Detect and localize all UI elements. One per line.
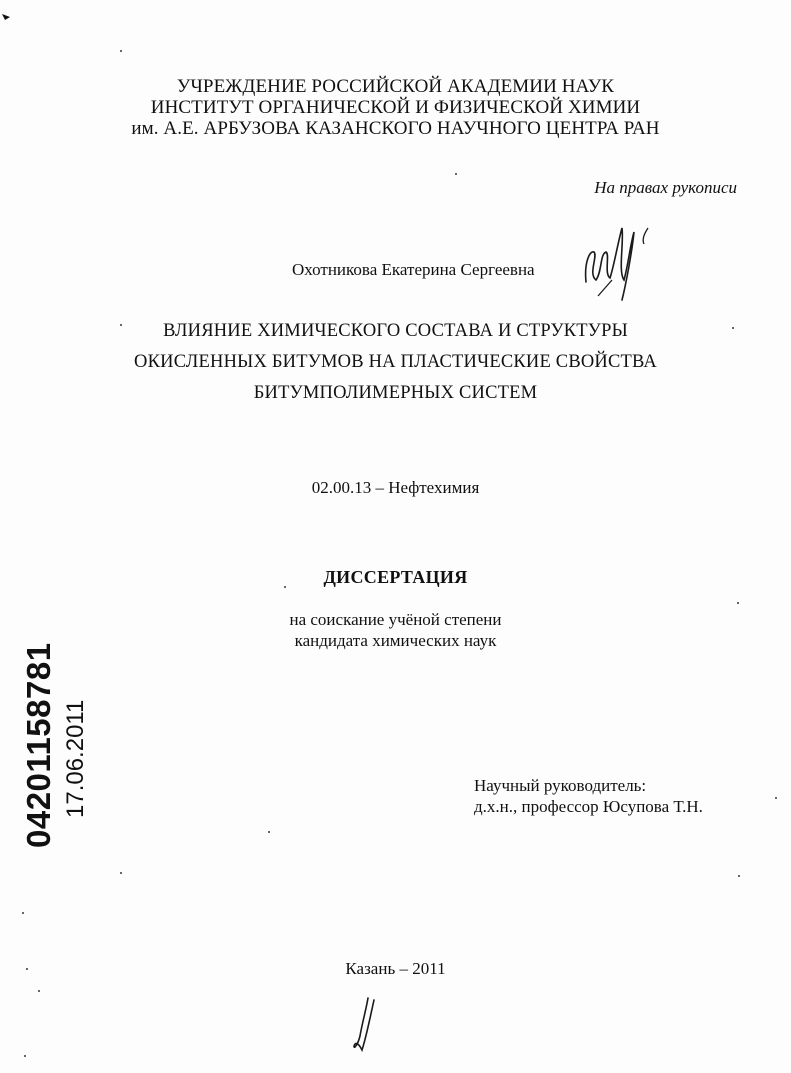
author-name: Охотникова Екатерина Сергеевна bbox=[292, 260, 535, 279]
scan-speck bbox=[737, 602, 739, 604]
scan-speck bbox=[24, 1055, 26, 1057]
scan-speck bbox=[732, 327, 734, 329]
scan-speck bbox=[120, 872, 122, 874]
stamp-date: 17.06.2011 bbox=[62, 699, 89, 818]
signature-image bbox=[578, 222, 658, 302]
scan-speck bbox=[120, 50, 122, 52]
degree-line-2: кандидата химических наук bbox=[294, 631, 497, 650]
archive-stamp bbox=[0, 630, 90, 860]
scan-speck bbox=[284, 586, 286, 588]
scan-speck bbox=[775, 797, 777, 799]
handwritten-mark bbox=[348, 996, 382, 1054]
institution-line-3: им. А.Е. АРБУЗОВА КАЗАНСКОГО НАУЧНОГО ЦЕНТРА РАН bbox=[131, 118, 660, 139]
supervisor-block bbox=[474, 775, 703, 817]
manuscript-note: На правах рукописи bbox=[594, 178, 737, 197]
institution-line-1: УЧРЕЖДЕНИЕ РОССИЙСКОЙ АКАДЕМИИ НАУК bbox=[176, 76, 615, 97]
supervisor-label: Научный руководитель: bbox=[474, 776, 647, 795]
supervisor-name: д.х.н., профессор Юсупова Т.Н. bbox=[474, 797, 703, 816]
scan-speck bbox=[268, 831, 270, 833]
scan-speck bbox=[38, 990, 40, 992]
title-line-2: ОКИСЛЕННЫХ БИТУМОВ НА ПЛАСТИЧЕСКИЕ СВОЙСТВА bbox=[134, 352, 657, 372]
scan-speck bbox=[120, 324, 122, 326]
degree-line-1: на соискание учёной степени bbox=[289, 610, 502, 629]
scan-speck bbox=[26, 968, 28, 970]
document-type: ДИССЕРТАЦИЯ bbox=[323, 567, 468, 587]
title-line-1: ВЛИЯНИЕ ХИМИЧЕСКОГО СОСТАВА И СТРУКТУРЫ bbox=[163, 321, 628, 341]
scan-speck bbox=[455, 173, 457, 175]
institution-line-2: ИНСТИТУТ ОРГАНИЧЕСКОЙ И ФИЗИЧЕСКОЙ ХИМИИ bbox=[150, 97, 641, 118]
title-line-3: БИТУМПОЛИМЕРНЫХ СИСТЕМ bbox=[253, 383, 538, 403]
stamp-number: 04201158781 bbox=[20, 642, 57, 848]
scan-speck bbox=[22, 912, 24, 914]
corner-mark bbox=[2, 14, 10, 20]
city-year: Казань – 2011 bbox=[345, 959, 446, 978]
specialty-code: 02.00.13 – Нефтехимия bbox=[311, 478, 480, 497]
scan-speck bbox=[738, 875, 740, 877]
